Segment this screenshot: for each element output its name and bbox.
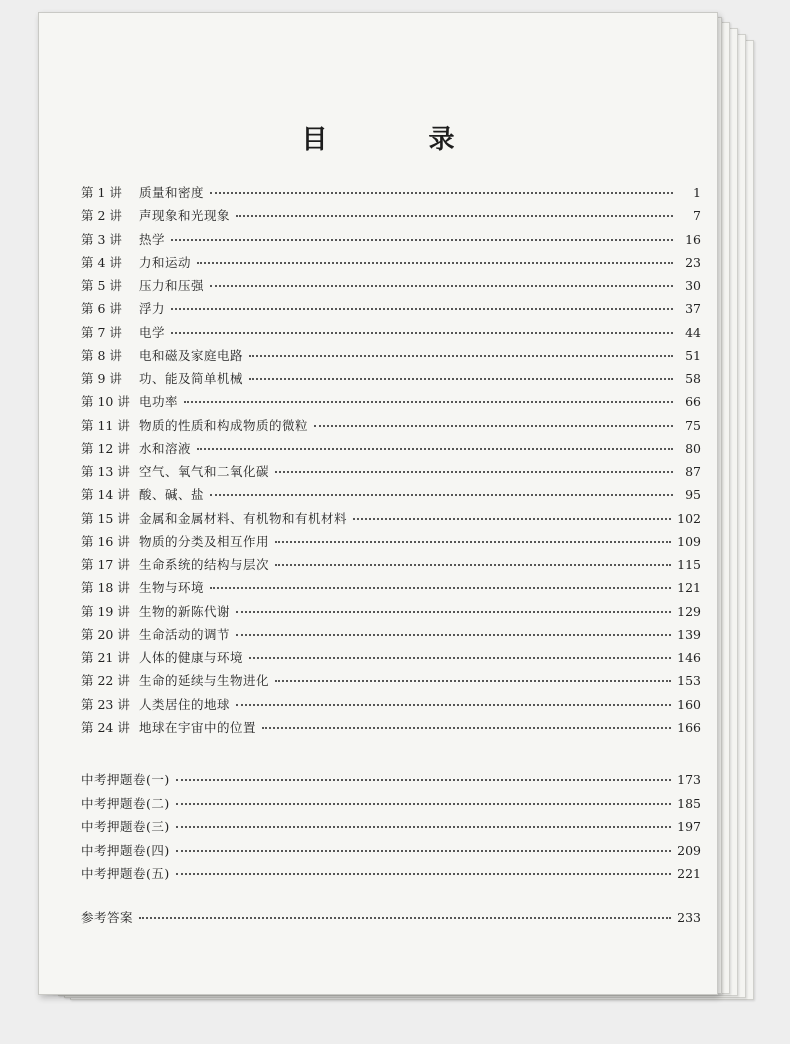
dot-leader — [353, 517, 671, 520]
dot-leader — [176, 872, 671, 875]
toc-page — [38, 12, 718, 995]
page-number: 7 — [693, 208, 701, 224]
dot-leader — [314, 424, 673, 427]
entry-title: 空气、氧气和二氧化碳 — [139, 464, 270, 479]
chapter-number: 第 14 讲 — [81, 487, 130, 503]
chapter-number: 第 2 讲 — [81, 208, 122, 224]
page-title: 目 录 — [301, 125, 501, 155]
page-number: 185 — [677, 795, 701, 811]
chapter-number: 第 5 讲 — [81, 278, 122, 293]
dot-leader — [249, 377, 673, 380]
chapter-number: 第 15 讲 — [81, 510, 130, 526]
toc-entry[interactable] — [81, 671, 701, 693]
toc-entry[interactable] — [81, 794, 701, 816]
dot-leader — [176, 825, 671, 828]
chapter-number: 第 13 讲 — [81, 464, 130, 479]
toc-entry[interactable] — [81, 625, 701, 647]
toc-entry[interactable] — [81, 253, 701, 275]
entry-title: 质量和密度 — [139, 185, 205, 200]
page-number: 139 — [677, 626, 701, 642]
entry-title: 水和溶液 — [139, 440, 192, 456]
toc-entry[interactable] — [81, 770, 701, 792]
dot-leader — [139, 916, 671, 919]
toc-entry[interactable] — [81, 346, 701, 368]
chapter-number: 第 17 讲 — [81, 557, 130, 572]
toc-entry[interactable] — [81, 817, 701, 839]
toc-entry[interactable] — [81, 841, 701, 863]
toc-entry[interactable] — [81, 695, 701, 717]
entry-title: 人类居住的地球 — [139, 696, 231, 712]
dot-leader — [236, 703, 671, 706]
toc-entry[interactable] — [81, 509, 701, 531]
entry-title: 压力和压强 — [139, 278, 205, 293]
dot-leader — [275, 563, 671, 566]
dot-leader — [275, 679, 671, 682]
toc-entry[interactable] — [81, 439, 701, 461]
entry-title: 人体的健康与环境 — [139, 650, 244, 665]
entry-title: 生命活动的调节 — [139, 626, 231, 642]
dot-leader — [210, 586, 671, 589]
page-number: 23 — [685, 254, 701, 270]
chapter-number: 第 9 讲 — [81, 371, 122, 386]
dot-leader — [262, 726, 671, 729]
page-number: 166 — [677, 719, 701, 735]
toc-entry[interactable] — [81, 578, 701, 600]
toc-entry[interactable] — [81, 276, 701, 298]
toc-entry[interactable] — [81, 183, 701, 205]
page-number: 221 — [677, 866, 701, 881]
toc-entry[interactable] — [81, 602, 701, 624]
page-number: 115 — [677, 557, 701, 572]
dot-leader — [197, 261, 673, 264]
page-number: 80 — [685, 440, 701, 456]
entry-title: 参考答案 — [81, 910, 134, 925]
page-number: 197 — [677, 819, 701, 834]
page-number: 58 — [685, 371, 701, 386]
toc-entry[interactable] — [81, 462, 701, 484]
chapter-number: 第 20 讲 — [81, 626, 130, 642]
entry-title: 物质的性质和构成物质的微粒 — [139, 417, 309, 433]
chapter-number: 第 23 讲 — [81, 696, 130, 712]
toc-entry[interactable] — [81, 416, 701, 438]
toc-entry[interactable] — [81, 718, 701, 740]
dot-leader — [171, 307, 673, 310]
dot-leader — [236, 633, 671, 636]
dot-leader — [197, 447, 673, 450]
chapter-number: 第 1 讲 — [81, 185, 122, 200]
page-number: 209 — [677, 842, 701, 858]
page-number: 51 — [685, 347, 701, 363]
page-number: 1 — [693, 185, 701, 200]
entry-title: 热学 — [139, 231, 166, 247]
page-number: 16 — [685, 231, 701, 247]
dot-leader — [236, 610, 671, 613]
toc-entry[interactable] — [81, 323, 701, 345]
entry-title: 功、能及简单机械 — [139, 371, 244, 386]
page-number: 160 — [677, 696, 701, 712]
toc-entry[interactable] — [81, 230, 701, 252]
dot-leader — [275, 470, 673, 473]
page-number: 121 — [677, 580, 701, 596]
chapter-number: 第 16 讲 — [81, 533, 130, 549]
toc-entry[interactable] — [81, 648, 701, 670]
chapter-number: 第 8 讲 — [81, 347, 122, 363]
entry-title: 生物与环境 — [139, 580, 205, 596]
page-number: 173 — [677, 772, 701, 787]
chapter-number: 第 21 讲 — [81, 650, 130, 665]
entry-title: 电功率 — [139, 394, 179, 410]
dot-leader — [184, 400, 673, 403]
dot-leader — [249, 354, 673, 357]
page-number: 30 — [685, 278, 701, 293]
entry-title: 电和磁及家庭电路 — [139, 347, 244, 363]
chapter-number: 第 11 讲 — [81, 417, 130, 433]
page-number: 102 — [677, 510, 701, 526]
entry-title: 声现象和光现象 — [139, 208, 231, 224]
dot-leader — [176, 802, 671, 805]
dot-leader — [171, 331, 673, 334]
dot-leader — [210, 284, 673, 287]
toc-entry[interactable] — [81, 485, 701, 507]
entry-title: 中考押题卷(二) — [81, 795, 170, 811]
toc-entry[interactable] — [81, 369, 701, 391]
entry-title: 电学 — [139, 324, 166, 340]
chapter-number: 第 12 讲 — [81, 440, 130, 456]
chapter-number: 第 4 讲 — [81, 254, 122, 270]
entry-title: 生物的新陈代谢 — [139, 603, 231, 619]
page-number: 75 — [685, 417, 701, 433]
chapter-number: 第 10 讲 — [81, 394, 130, 410]
entry-title: 中考押题卷(三) — [81, 819, 170, 834]
entry-title: 生命系统的结构与层次 — [139, 557, 270, 572]
page-number: 66 — [685, 394, 701, 410]
page-number: 109 — [677, 533, 701, 549]
dot-leader — [210, 493, 673, 496]
entry-title: 金属和金属材料、有机物和有机材料 — [139, 510, 348, 526]
toc-entry[interactable] — [81, 299, 701, 321]
chapter-number: 第 24 讲 — [81, 719, 130, 735]
entry-title: 浮力 — [139, 301, 166, 317]
dot-leader — [236, 214, 673, 217]
dot-leader — [275, 540, 671, 543]
dot-leader — [171, 238, 673, 241]
toc-entry[interactable] — [81, 206, 701, 228]
entry-title: 力和运动 — [139, 254, 192, 270]
dot-leader — [176, 778, 671, 781]
chapter-number: 第 19 讲 — [81, 603, 130, 619]
entry-title: 物质的分类及相互作用 — [139, 533, 270, 549]
toc-entry[interactable] — [81, 555, 701, 577]
page-number: 87 — [685, 464, 701, 479]
page-number: 153 — [677, 673, 701, 689]
page-number: 44 — [685, 324, 701, 340]
chapter-number: 第 6 讲 — [81, 301, 122, 317]
chapter-number: 第 7 讲 — [81, 324, 122, 340]
entry-title: 中考押题卷(五) — [81, 866, 170, 881]
page-number: 233 — [677, 910, 701, 925]
chapter-number: 第 3 讲 — [81, 231, 122, 247]
toc-entry[interactable] — [81, 864, 701, 886]
entry-title: 中考押题卷(四) — [81, 842, 170, 858]
page-number: 146 — [677, 650, 701, 665]
dot-leader — [176, 849, 671, 852]
entry-title: 酸、碱、盐 — [139, 487, 205, 503]
entry-title: 地球在宇宙中的位置 — [139, 719, 257, 735]
toc-entry[interactable] — [81, 532, 701, 554]
dot-leader — [249, 656, 671, 659]
toc-entry[interactable] — [81, 392, 701, 414]
entry-title: 生命的延续与生物进化 — [139, 673, 270, 689]
page-number: 95 — [685, 487, 701, 503]
page-number: 37 — [685, 301, 701, 317]
entry-title: 中考押题卷(一) — [81, 772, 170, 787]
dot-leader — [210, 191, 673, 194]
chapter-number: 第 18 讲 — [81, 580, 130, 596]
page-number: 129 — [677, 603, 701, 619]
chapter-number: 第 22 讲 — [81, 673, 130, 689]
toc-entry[interactable] — [81, 908, 701, 930]
